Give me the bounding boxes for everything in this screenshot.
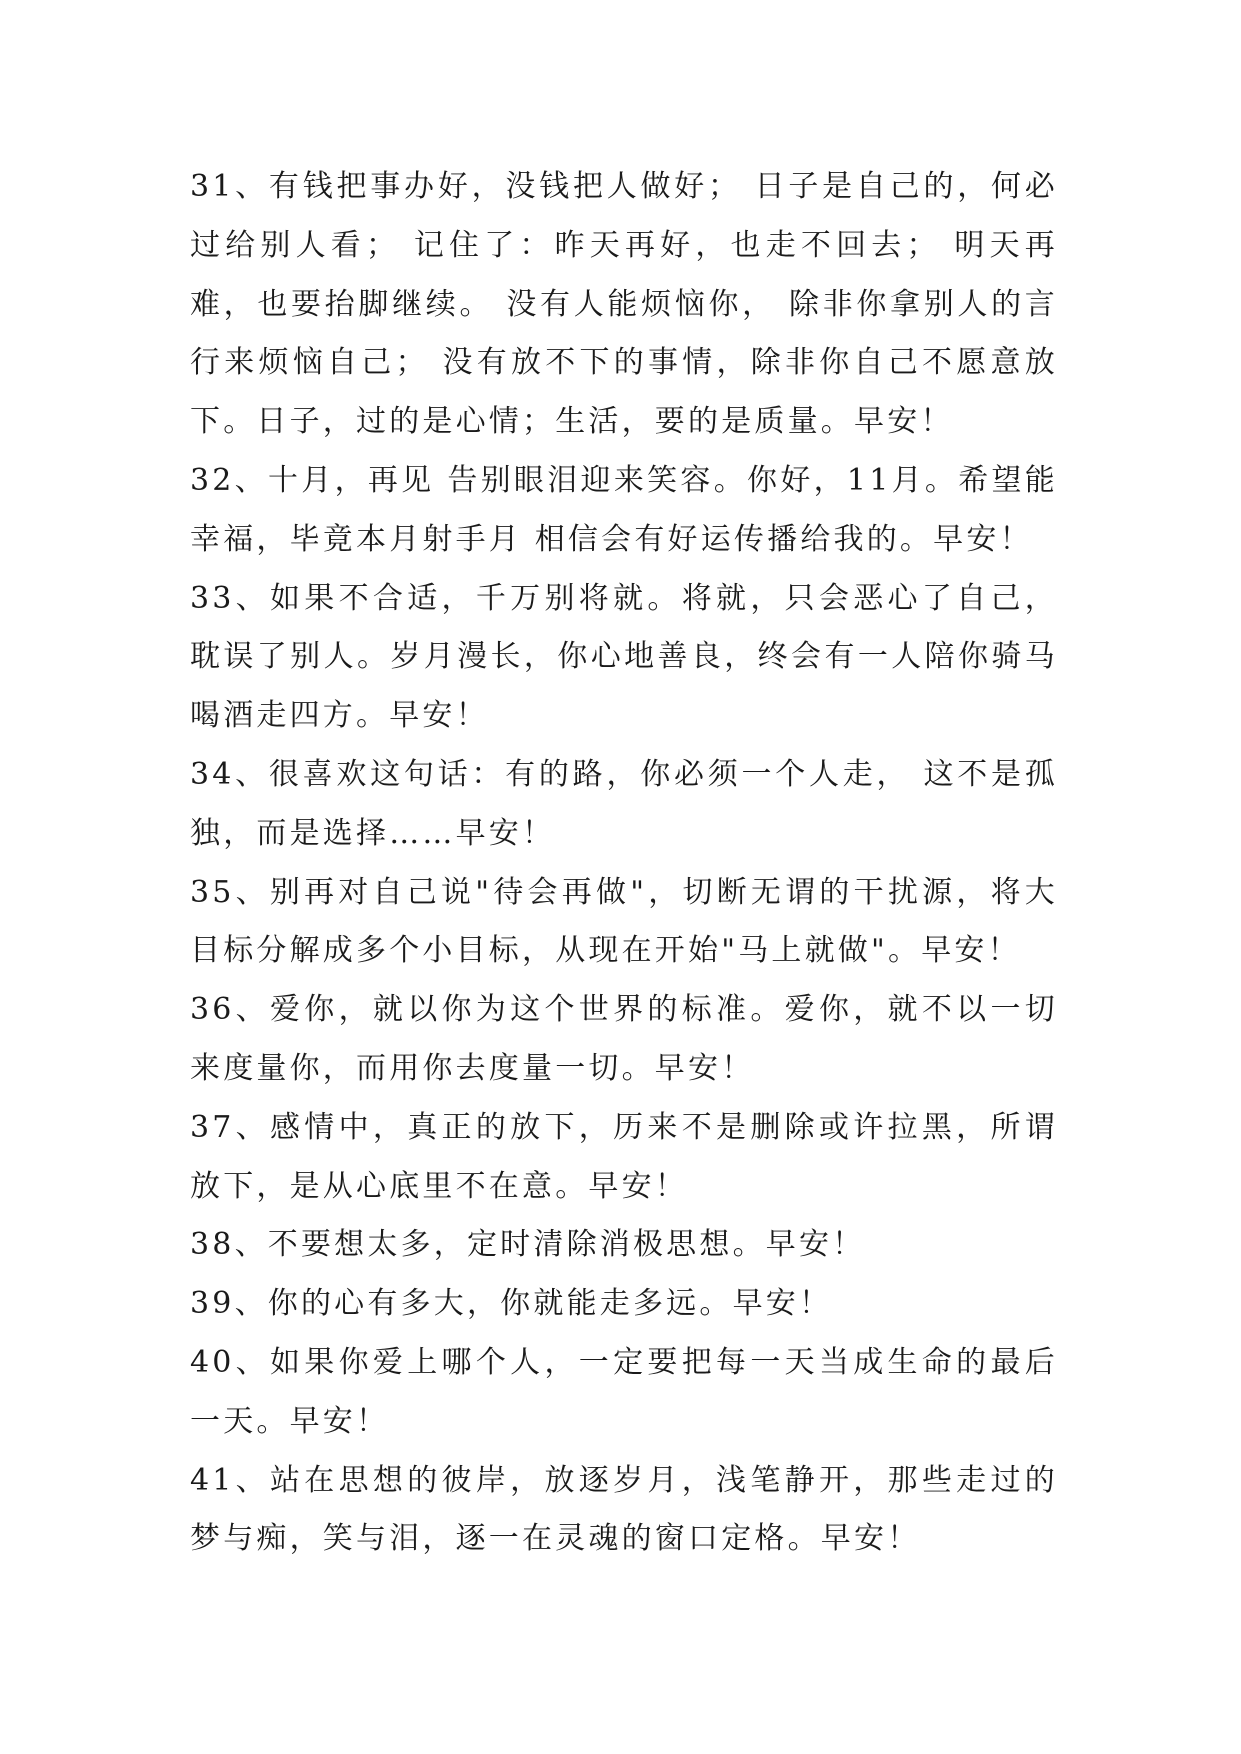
quote-entry-40: 40、如果你爱上哪个人，一定要把每一天当成生命的最后一天。早安！ bbox=[190, 1344, 1058, 1439]
quote-entry-32: 32、十月，再见 告别眼泪迎来笑容。你好，11月。希望能幸福，毕竟本月射手月 相信会有好运传播给我的。早安！ bbox=[190, 462, 1058, 557]
quote-entry-34: 34、很喜欢这句话：有的路，你必须一个人走， 这不是孤独，而是选择……早安！ bbox=[190, 756, 1058, 851]
quote-list bbox=[190, 158, 1058, 1569]
quote-entry-35: 35、别再对自己说"待会再做"，切断无谓的干扰源，将大目标分解成多个小目标，从现在开始"马上就做"。早安！ bbox=[190, 874, 1058, 969]
quote-entry-38: 38、不要想太多，定时清除消极思想。早安！ bbox=[190, 1227, 866, 1263]
quote-entry-41: 41、站在思想的彼岸，放逐岁月，浅笔静开，那些走过的梦与痴，笑与泪，逐一在灵魂的窗口定格。早安！ bbox=[190, 1462, 1058, 1557]
quote-entry-37: 37、感情中，真正的放下，历来不是删除或许拉黑，所谓放下，是从心底里不在意。早安！ bbox=[190, 1109, 1058, 1204]
quote-entry-31: 31、有钱把事办好，没钱把人做好； 日子是自己的，何必过给别人看； 记住了：昨天再好，也走不回去； 明天再难，也要抬脚继续。 没有人能烦恼你， 除非你拿别人的言行来烦恼自己； 没有放不下的事情，除非你自己不愿意放下。日子，过的是心情；生活，要的是质量。早安！ bbox=[190, 169, 1058, 440]
quote-entry-39: 39、你的心有多大，你就能走多远。早安！ bbox=[190, 1286, 833, 1322]
quote-entry-36: 36、爱你，就以你为这个世界的标准。爱你，就不以一切来度量你，而用你去度量一切。早安！ bbox=[190, 992, 1058, 1086]
quote-entry-33: 33、如果不合适，千万别将就。将就，只会恶心了自己，耽误了别人。岁月漫长，你心地善良，终会有一人陪你骑马喝酒走四方。早安！ bbox=[190, 580, 1058, 734]
